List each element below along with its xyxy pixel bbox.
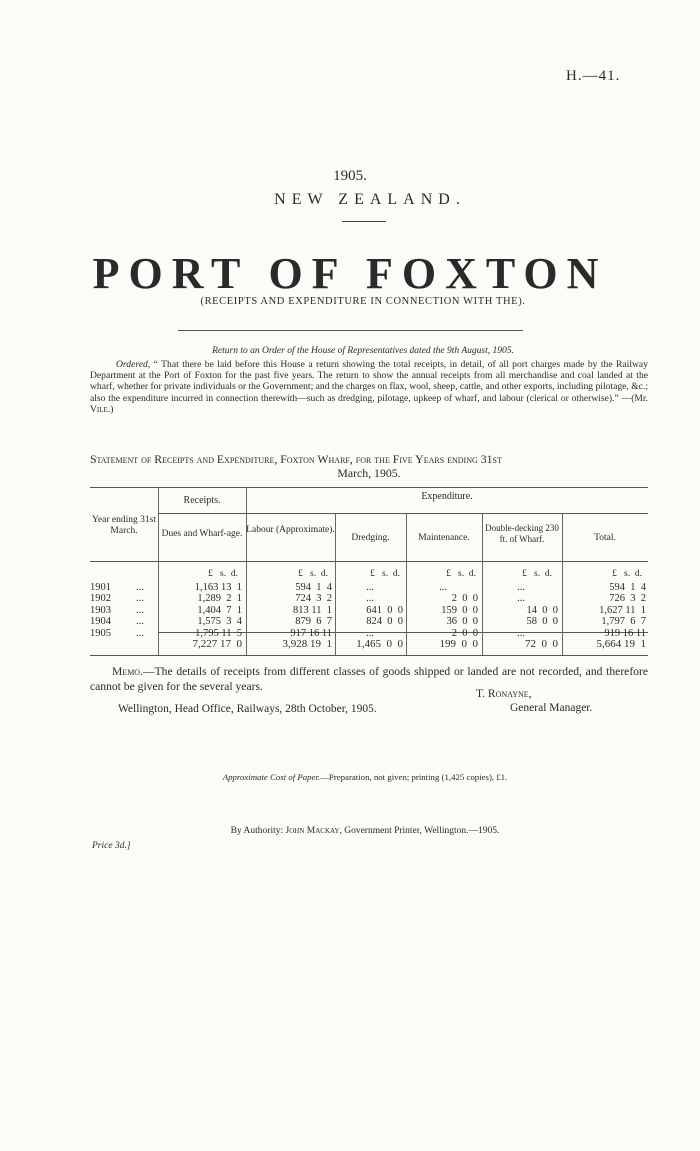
cell-labour: 813 11 1 bbox=[293, 604, 332, 616]
header-year: Year ending 31st March. bbox=[92, 515, 156, 536]
mover-name: Vile bbox=[90, 403, 108, 415]
ordered-word: Ordered, bbox=[116, 359, 151, 370]
row-year: 1901 bbox=[90, 582, 111, 593]
cell-maintenance: 2 0 0 bbox=[451, 593, 478, 605]
total-maintenance: 199 0 0 bbox=[439, 638, 478, 650]
cell-total: 726 3 2 bbox=[609, 593, 646, 605]
cell-dues: 1,795 11 5 bbox=[195, 627, 242, 639]
place-date: Wellington, Head Office, Railways, 28th October, 1905. bbox=[118, 703, 377, 715]
printer-authority bbox=[0, 826, 700, 836]
cost-label: Approximate Cost of Paper. bbox=[222, 772, 321, 782]
document-year: 1905. bbox=[333, 168, 367, 184]
page-title: PORT OF FOXTON bbox=[92, 249, 608, 298]
header-labour: Labour (Approximate). bbox=[246, 525, 335, 535]
header-dredging: Dredging. bbox=[351, 533, 390, 543]
col-divider bbox=[158, 487, 159, 655]
authority-suffix: , Government Printer, Wellington.—1905. bbox=[339, 826, 500, 836]
cell-dredging: ... bbox=[366, 582, 374, 593]
row-year: 1904 bbox=[90, 616, 111, 628]
units-dredging: £ s. d. bbox=[370, 569, 400, 579]
row-leader-dots: ... bbox=[136, 593, 144, 605]
printer-name: John Mackay bbox=[285, 826, 340, 836]
cell-dues: 1,289 2 1 bbox=[197, 593, 242, 605]
cell-decking: 14 0 0 bbox=[526, 604, 558, 616]
signer-title: General Manager. bbox=[510, 702, 593, 714]
header-double-decking: Double-decking 230 ft. of Wharf. bbox=[485, 523, 559, 544]
cost-text: —Preparation, not given; printing (1,425 copies), £1. bbox=[320, 772, 508, 782]
cell-decking: 58 0 0 bbox=[526, 616, 558, 628]
cell-dredging: 641 0 0 bbox=[366, 604, 403, 616]
divider-rule bbox=[178, 330, 523, 331]
cell-decking: ... bbox=[517, 627, 525, 639]
country-heading: NEW ZEALAND. bbox=[274, 191, 466, 208]
cell-decking: ... bbox=[517, 582, 525, 593]
col-divider bbox=[246, 487, 247, 655]
total-dues: 7,227 17 0 bbox=[192, 638, 242, 650]
page-subtitle: (RECEIPTS AND EXPENDITURE IN CONNECTION WITH THE). bbox=[200, 296, 526, 307]
total-labour: 3,928 19 1 bbox=[282, 638, 332, 650]
statement-line-1: Statement of Receipts and Expenditure, Foxton Wharf, for the Five Years ending 31st bbox=[90, 452, 502, 466]
cell-decking: ... bbox=[517, 593, 525, 605]
cell-maintenance: 159 0 0 bbox=[441, 604, 478, 616]
row-leader-dots: ... bbox=[136, 604, 144, 616]
header-receipts: Receipts. bbox=[183, 495, 221, 506]
total-decking: 72 0 0 bbox=[525, 638, 558, 650]
cell-labour: 594 1 4 bbox=[295, 582, 332, 593]
row-year: 1905 bbox=[90, 627, 111, 639]
total-dredging: 1,465 0 0 bbox=[356, 638, 403, 650]
cell-dues: 1,575 3 4 bbox=[197, 616, 242, 628]
row-leader-dots: ... bbox=[136, 582, 144, 593]
cell-maintenance: ... bbox=[439, 582, 447, 593]
units-labour: £ s. d. bbox=[298, 569, 328, 579]
statement-heading bbox=[90, 452, 648, 480]
header-dues: Dues and Wharf-age. bbox=[161, 529, 243, 539]
units-maintenance: £ s. d. bbox=[446, 569, 476, 579]
cell-dues: 1,404 7 1 bbox=[197, 604, 242, 616]
divider-short bbox=[342, 221, 386, 222]
header-expenditure: Expenditure. bbox=[421, 491, 473, 502]
document-reference: H.—41. bbox=[566, 68, 621, 84]
cell-total: 1,797 6 7 bbox=[601, 616, 646, 628]
cell-total: 1,627 11 1 bbox=[599, 604, 646, 616]
total-grand: 5,664 19 1 bbox=[596, 638, 646, 650]
cell-total: 919 16 11 bbox=[604, 627, 646, 639]
units-total: £ s. d. bbox=[612, 569, 642, 579]
units-decking: £ s. d. bbox=[522, 569, 552, 579]
memo-label: Memo. bbox=[112, 665, 143, 678]
table-bottom-rule bbox=[90, 655, 648, 656]
cell-dues: 1,163 13 1 bbox=[194, 582, 242, 593]
statement-line-2: March, 1905. bbox=[337, 466, 401, 480]
cell-maintenance: 36 0 0 bbox=[446, 616, 478, 628]
cost-note bbox=[0, 772, 700, 782]
signer-name: T. Ronayne, bbox=[476, 688, 532, 700]
row-leader-dots: ... bbox=[136, 627, 144, 639]
cell-maintenance: 2 0 0 bbox=[451, 627, 478, 639]
memo-paragraph bbox=[90, 664, 648, 694]
row-leader-dots: ... bbox=[136, 616, 144, 628]
cell-dredging: ... bbox=[366, 593, 374, 605]
header-total: Total. bbox=[594, 533, 616, 543]
ordered-close: .) bbox=[107, 403, 114, 415]
cell-labour: 724 3 2 bbox=[295, 593, 332, 605]
table-header-bottom-rule bbox=[90, 561, 648, 562]
cell-total: 594 1 4 bbox=[609, 582, 646, 593]
table-header-rule bbox=[158, 513, 648, 514]
price-note: Price 3d.] bbox=[92, 841, 131, 851]
ordered-text: “ That there be laid before this House a return showing the total receipts, in detail, of all port charges made by the Railway Department at the Port of Foxton for the past five years. The return to show the annual receipts from all merchandise and coal landed at the wharf, whether for private individuals or the Government; and the charges on flax, wool, sheep, cattle, and other exports, including pilotage, &c.; also the expenditure incurred in connection therewith—such as dredging, pilotage, upkeep of wharf, and labour (clerical or otherwise).” —(Mr. bbox=[90, 359, 648, 404]
units-dues: £ s. d. bbox=[208, 569, 238, 579]
cell-labour: 917 16 11 bbox=[290, 627, 332, 639]
cell-labour: 879 6 7 bbox=[295, 616, 332, 628]
header-maintenance: Maintenance. bbox=[418, 533, 470, 543]
receipts-expenditure-table bbox=[90, 487, 648, 657]
row-year: 1903 bbox=[90, 604, 111, 616]
authority-prefix: By Authority: bbox=[230, 826, 286, 836]
cell-dredging: ... bbox=[366, 627, 374, 639]
row-year: 1902 bbox=[90, 593, 111, 605]
cell-dredging: 824 0 0 bbox=[366, 616, 403, 628]
order-paragraph bbox=[90, 359, 648, 415]
table-top-rule bbox=[90, 487, 648, 488]
return-order-line: Return to an Order of the House of Representatives dated the 9th August, 1905. bbox=[212, 346, 514, 356]
memo-text: —The details of receipts from different classes of goods shipped or landed are not recorded, and therefore cannot be given for the several years. bbox=[90, 665, 648, 693]
